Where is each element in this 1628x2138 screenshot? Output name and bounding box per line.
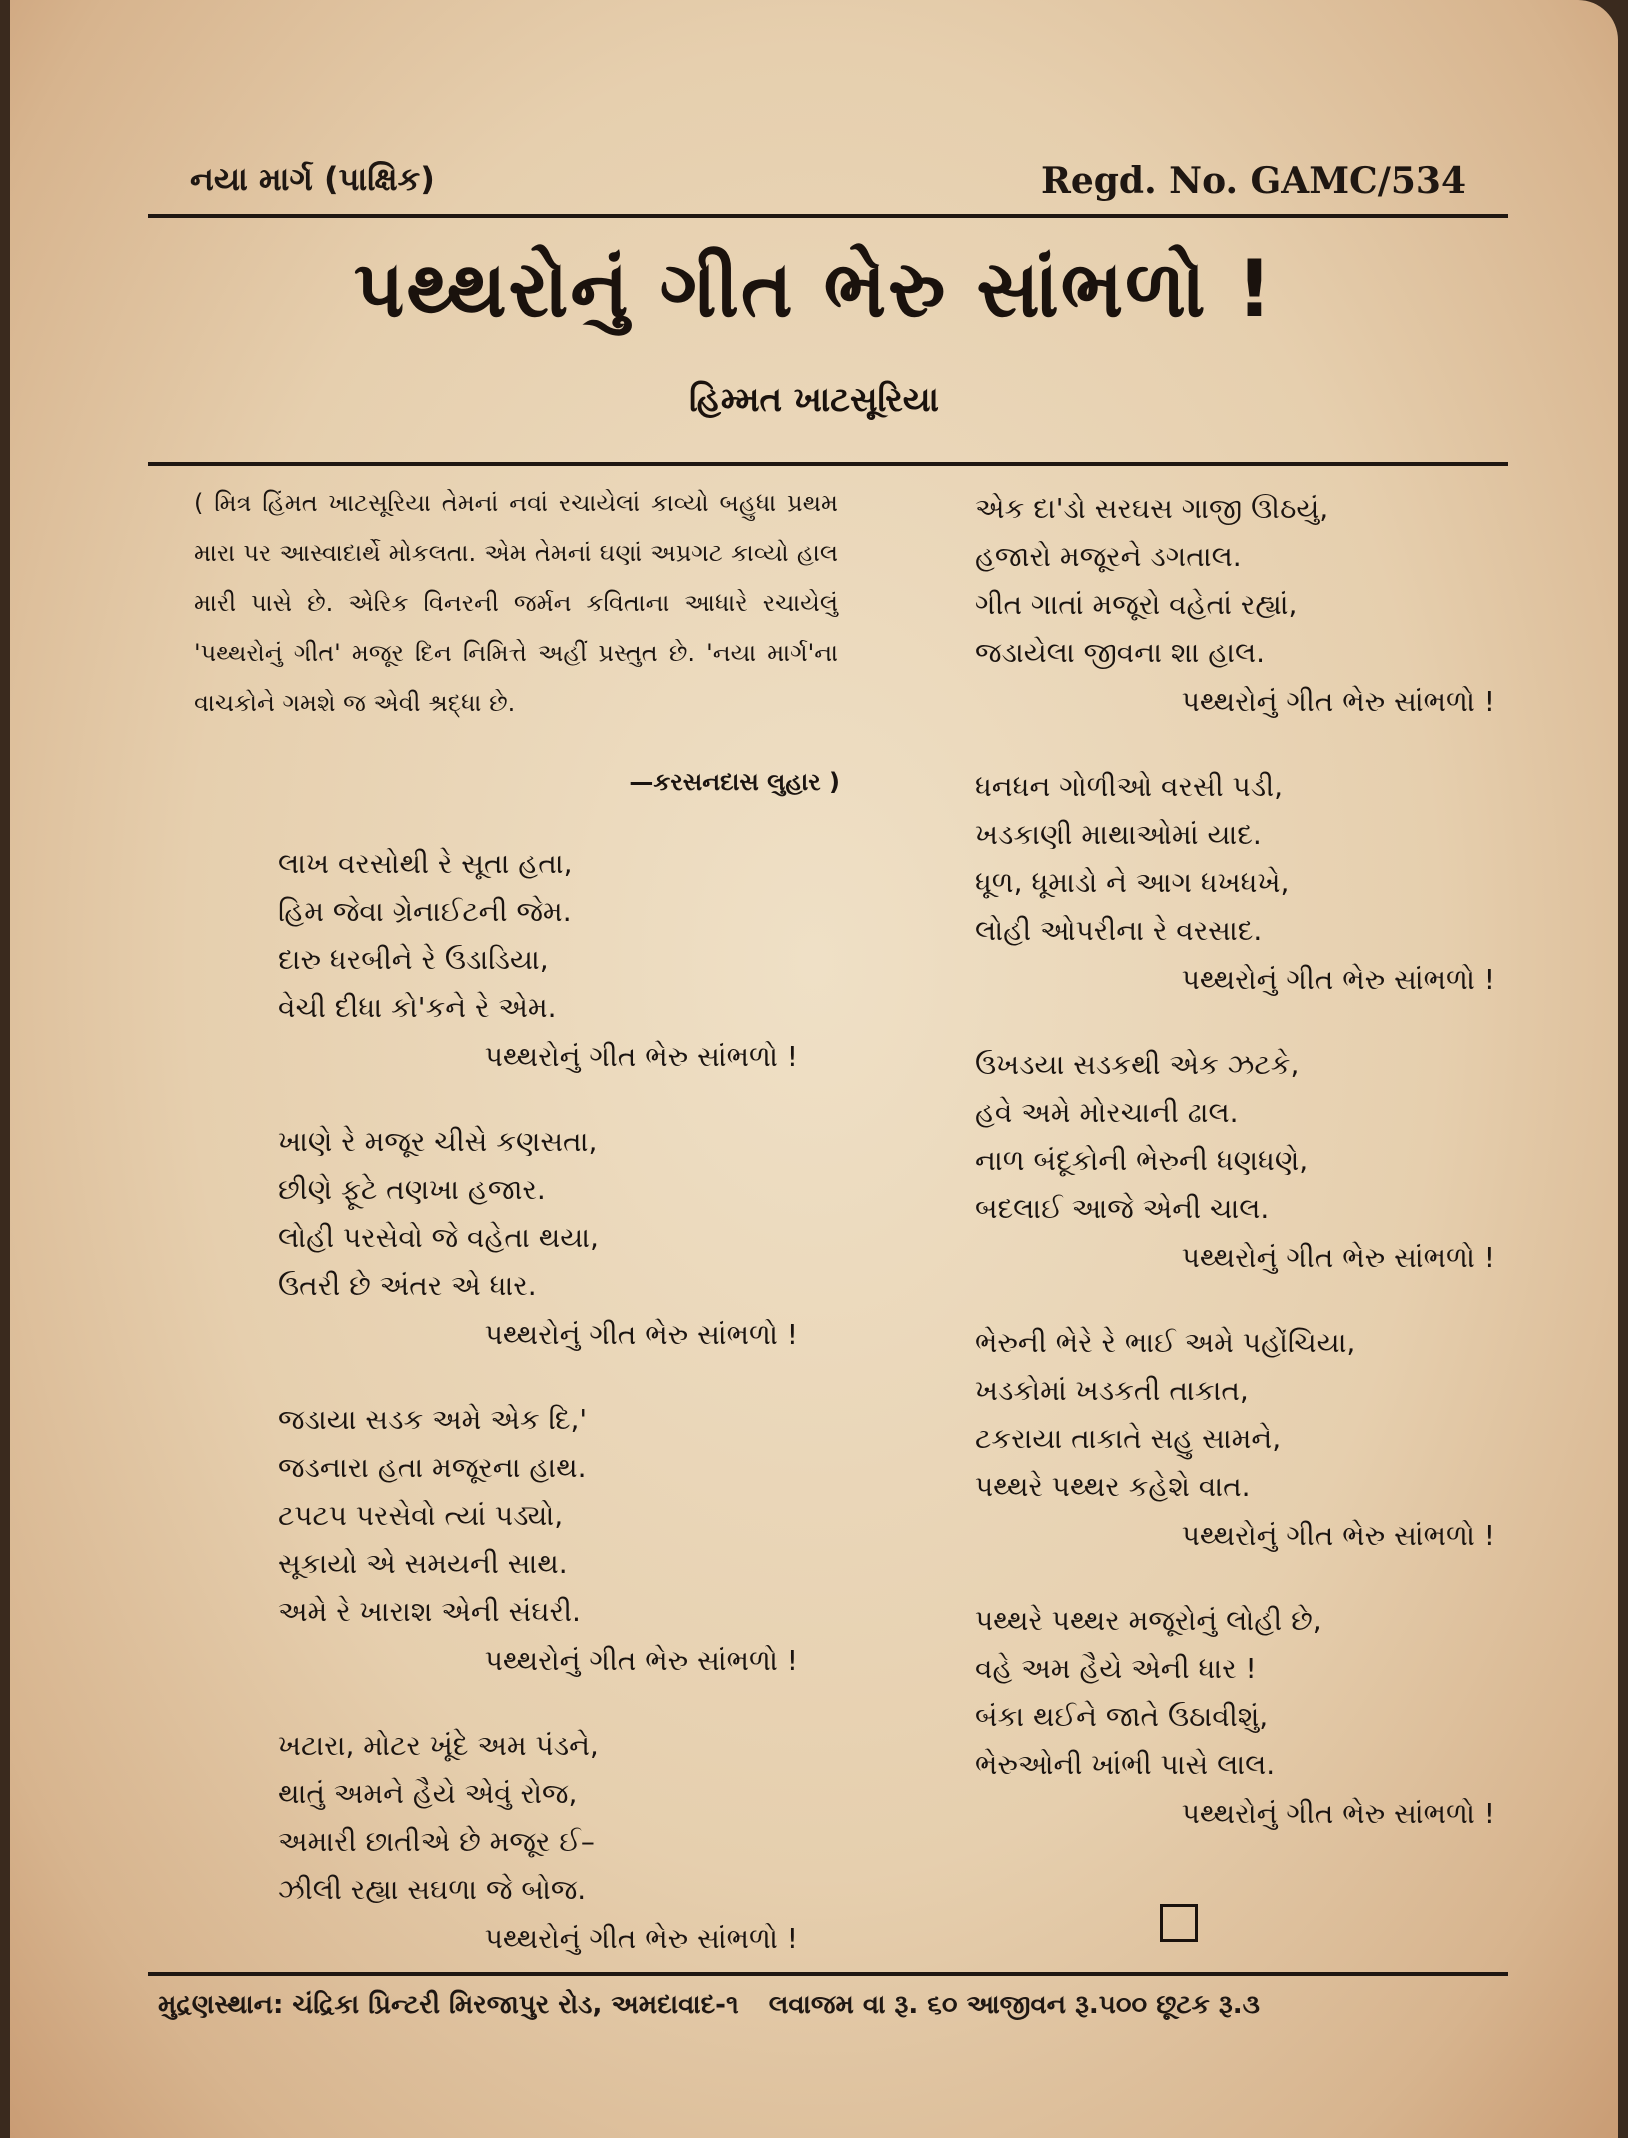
poem-line: લોહી ઓપરીના રે વરસાદ. — [975, 914, 1263, 947]
poem-line: સૂકાયો એ સમયની સાથ. — [278, 1547, 568, 1580]
stanza — [975, 1319, 1495, 1561]
editor-note — [158, 478, 838, 728]
footer-rule — [148, 1972, 1508, 1976]
poem-line: પથ્થરે પથ્થર મજૂરોનું લોહી છે, — [975, 1604, 1322, 1637]
poem-line: ધૂળ, ધૂમાડો ને આગ ધખધખે, — [975, 866, 1290, 899]
editor-note-text: ( મિત્ર હિંમત ખાટસૂરિયા તેમનાં નવાં રચાયેલાં કાવ્યો બહુધા પ્રથમ મારા પર આસ્વાદાર્થે મોકલતા. એમ તેમનાં ઘણાં અપ્રગટ કાવ્યો હાલ મારી પાસે છે. એરિક વિનરની જર્મન કવિતાના આધારે રચાયેલું 'પથ્થરોનું ગીત' મજૂર દિન નિમિત્તે અહીં પ્રસ્તુત છે. 'નયા માર્ગ'ના વાચકોને ગમશે જ એવી શ્રદ્ધા છે. — [194, 489, 838, 717]
poem-line: પથ્થરે પથ્થર કહેશે વાત. — [975, 1470, 1251, 1503]
stanza — [278, 1118, 818, 1360]
footer-subscription: લવાજમ વા રૂ. ૬૦ આજીવન રૂ.૫૦૦ છૂટક રૂ.૩ — [768, 1990, 1260, 2020]
poem-title: પથ્થરોનું ગીત ભેરુ સાંભળો ! — [353, 245, 1275, 335]
poem-line: એક દા'ડો સરઘસ ગાજી ઊઠયું, — [975, 492, 1329, 525]
poem-line: બદલાઈ આજે એની ચાલ. — [975, 1192, 1270, 1225]
poem-line: અમારી છાતીએ છે મજૂર ઈ– — [278, 1825, 595, 1858]
registration-number: Regd. No. GAMC/534 — [1040, 160, 1466, 202]
poem-line: ખાણે રે મજૂર ચીસે કણસતા, — [278, 1125, 598, 1158]
refrain-line: પથ્થરોનું ગીત ભેરુ સાંભળો ! — [1181, 1797, 1495, 1830]
refrain-line: પથ્થરોનું ગીત ભેરુ સાંભળો ! — [484, 1922, 798, 1955]
poem-line: ખડકોમાં ખડકતી તાકાત, — [975, 1374, 1249, 1407]
refrain-line: પથ્થરોનું ગીત ભેરુ સાંભળો ! — [1181, 963, 1495, 996]
poem-line: બંકા થઈને જાતે ઉઠાવીશું, — [975, 1700, 1269, 1733]
poem-line: દારુ ધરબીને રે ઉડાડિયા, — [278, 943, 549, 976]
poem-line: છીણે ફૂટે તણખા હજાર. — [278, 1173, 546, 1206]
stanza — [975, 763, 1495, 1005]
stanza — [278, 1722, 818, 1964]
poem-line: થાતું અમને હૈયે એવું રોજ, — [278, 1777, 578, 1810]
poem-line: હજારો મજૂરને ડગતાલ. — [975, 540, 1242, 573]
poem-line: ખટારા, મોટર ખૂંદે અમ પંડને, — [278, 1729, 599, 1762]
refrain-line: પથ્થરોનું ગીત ભેરુ સાંભળો ! — [484, 1644, 798, 1677]
stanza — [278, 1396, 818, 1686]
poem-column-right — [975, 485, 1495, 1875]
poem-author: હિમ્મત ખાટસૂરિયા — [689, 380, 939, 420]
poem-line: ખડકાણી માથાઓમાં યાદ. — [975, 818, 1262, 851]
poem-line: ધનધન ગોળીઓ વરસી પડી, — [975, 770, 1283, 803]
refrain-line: પથ્થરોનું ગીત ભેરુ સાંભળો ! — [1181, 1241, 1495, 1274]
poem-line: હિમ જેવા ગ્રેનાઈટની જેમ. — [278, 895, 572, 928]
editor-signature: —કરસનદાસ લુહાર ) — [629, 768, 840, 796]
stanza — [975, 1597, 1495, 1839]
footer-press: મુદ્રણસ્થાન: ચંદ્રિકા પ્રિન્ટરી મિરજાપુર રોડ, અમદાવાદ-૧ — [158, 1990, 739, 2020]
poem-line: જડાયેલા જીવના શા હાલ. — [975, 636, 1266, 669]
poem-line: ગીત ગાતાં મજૂરો વહેતાં રહ્યાં, — [975, 588, 1298, 621]
poem-line: વહે અમ હૈયે એની ધાર ! — [975, 1652, 1257, 1685]
poem-line: હવે અમે મોરચાની ઢાલ. — [975, 1096, 1239, 1129]
magazine-page — [10, 0, 1618, 2138]
poem-line: ભેરુની ભેરે રે ભાઈ અમે પહોંચિયા, — [975, 1326, 1356, 1359]
title-rule — [148, 462, 1508, 466]
refrain-line: પથ્થરોનું ગીત ભેરુ સાંભળો ! — [1181, 1519, 1495, 1552]
poem-line: ટકરાયા તાકાતે સહુ સામને, — [975, 1422, 1282, 1455]
poem-line: નાળ બંદૂકોની ભેરુની ધણધણે, — [975, 1144, 1309, 1177]
header-rule — [148, 214, 1508, 218]
poem-column-left — [278, 840, 818, 2000]
poem-line: જડાયા સડક અમે એક દિ,' — [278, 1403, 588, 1436]
poem-line: ઉખડયા સડકથી એક ઝટકે, — [975, 1048, 1300, 1081]
stanza — [975, 1041, 1495, 1283]
stanza — [975, 485, 1495, 727]
refrain-line: પથ્થરોનું ગીત ભેરુ સાંભળો ! — [1181, 685, 1495, 718]
refrain-line: પથ્થરોનું ગીત ભેરુ સાંભળો ! — [484, 1318, 798, 1351]
poem-line: ટપટપ પરસેવો ત્યાં પડ્યો, — [278, 1499, 564, 1532]
stanza — [278, 840, 818, 1082]
poem-line: અમે રે ખારાશ એની સંઘરી. — [278, 1595, 581, 1628]
poem-line: ઝીલી રહ્યા સઘળા જે બોજ. — [278, 1873, 587, 1906]
end-mark — [1160, 1904, 1198, 1942]
poem-line: લોહી પરસેવો જે વહેતા થયા, — [278, 1221, 599, 1254]
footer — [158, 1990, 1538, 2021]
poem-line: ઉતરી છે અંતર એ ધાર. — [278, 1269, 537, 1302]
poem-line: લાખ વરસોથી રે સૂતા હતા, — [278, 847, 573, 880]
publication-name: નયા માર્ગ (પાક્ષિક) — [190, 160, 435, 198]
poem-line: ભેરુઓની ખાંભી પાસે લાલ. — [975, 1748, 1276, 1781]
poem-line: વેચી દીધા કો'કને રે એમ. — [278, 991, 557, 1024]
poem-line: જડનારા હતા મજૂરના હાથ. — [278, 1451, 587, 1484]
refrain-line: પથ્થરોનું ગીત ભેરુ સાંભળો ! — [484, 1040, 798, 1073]
